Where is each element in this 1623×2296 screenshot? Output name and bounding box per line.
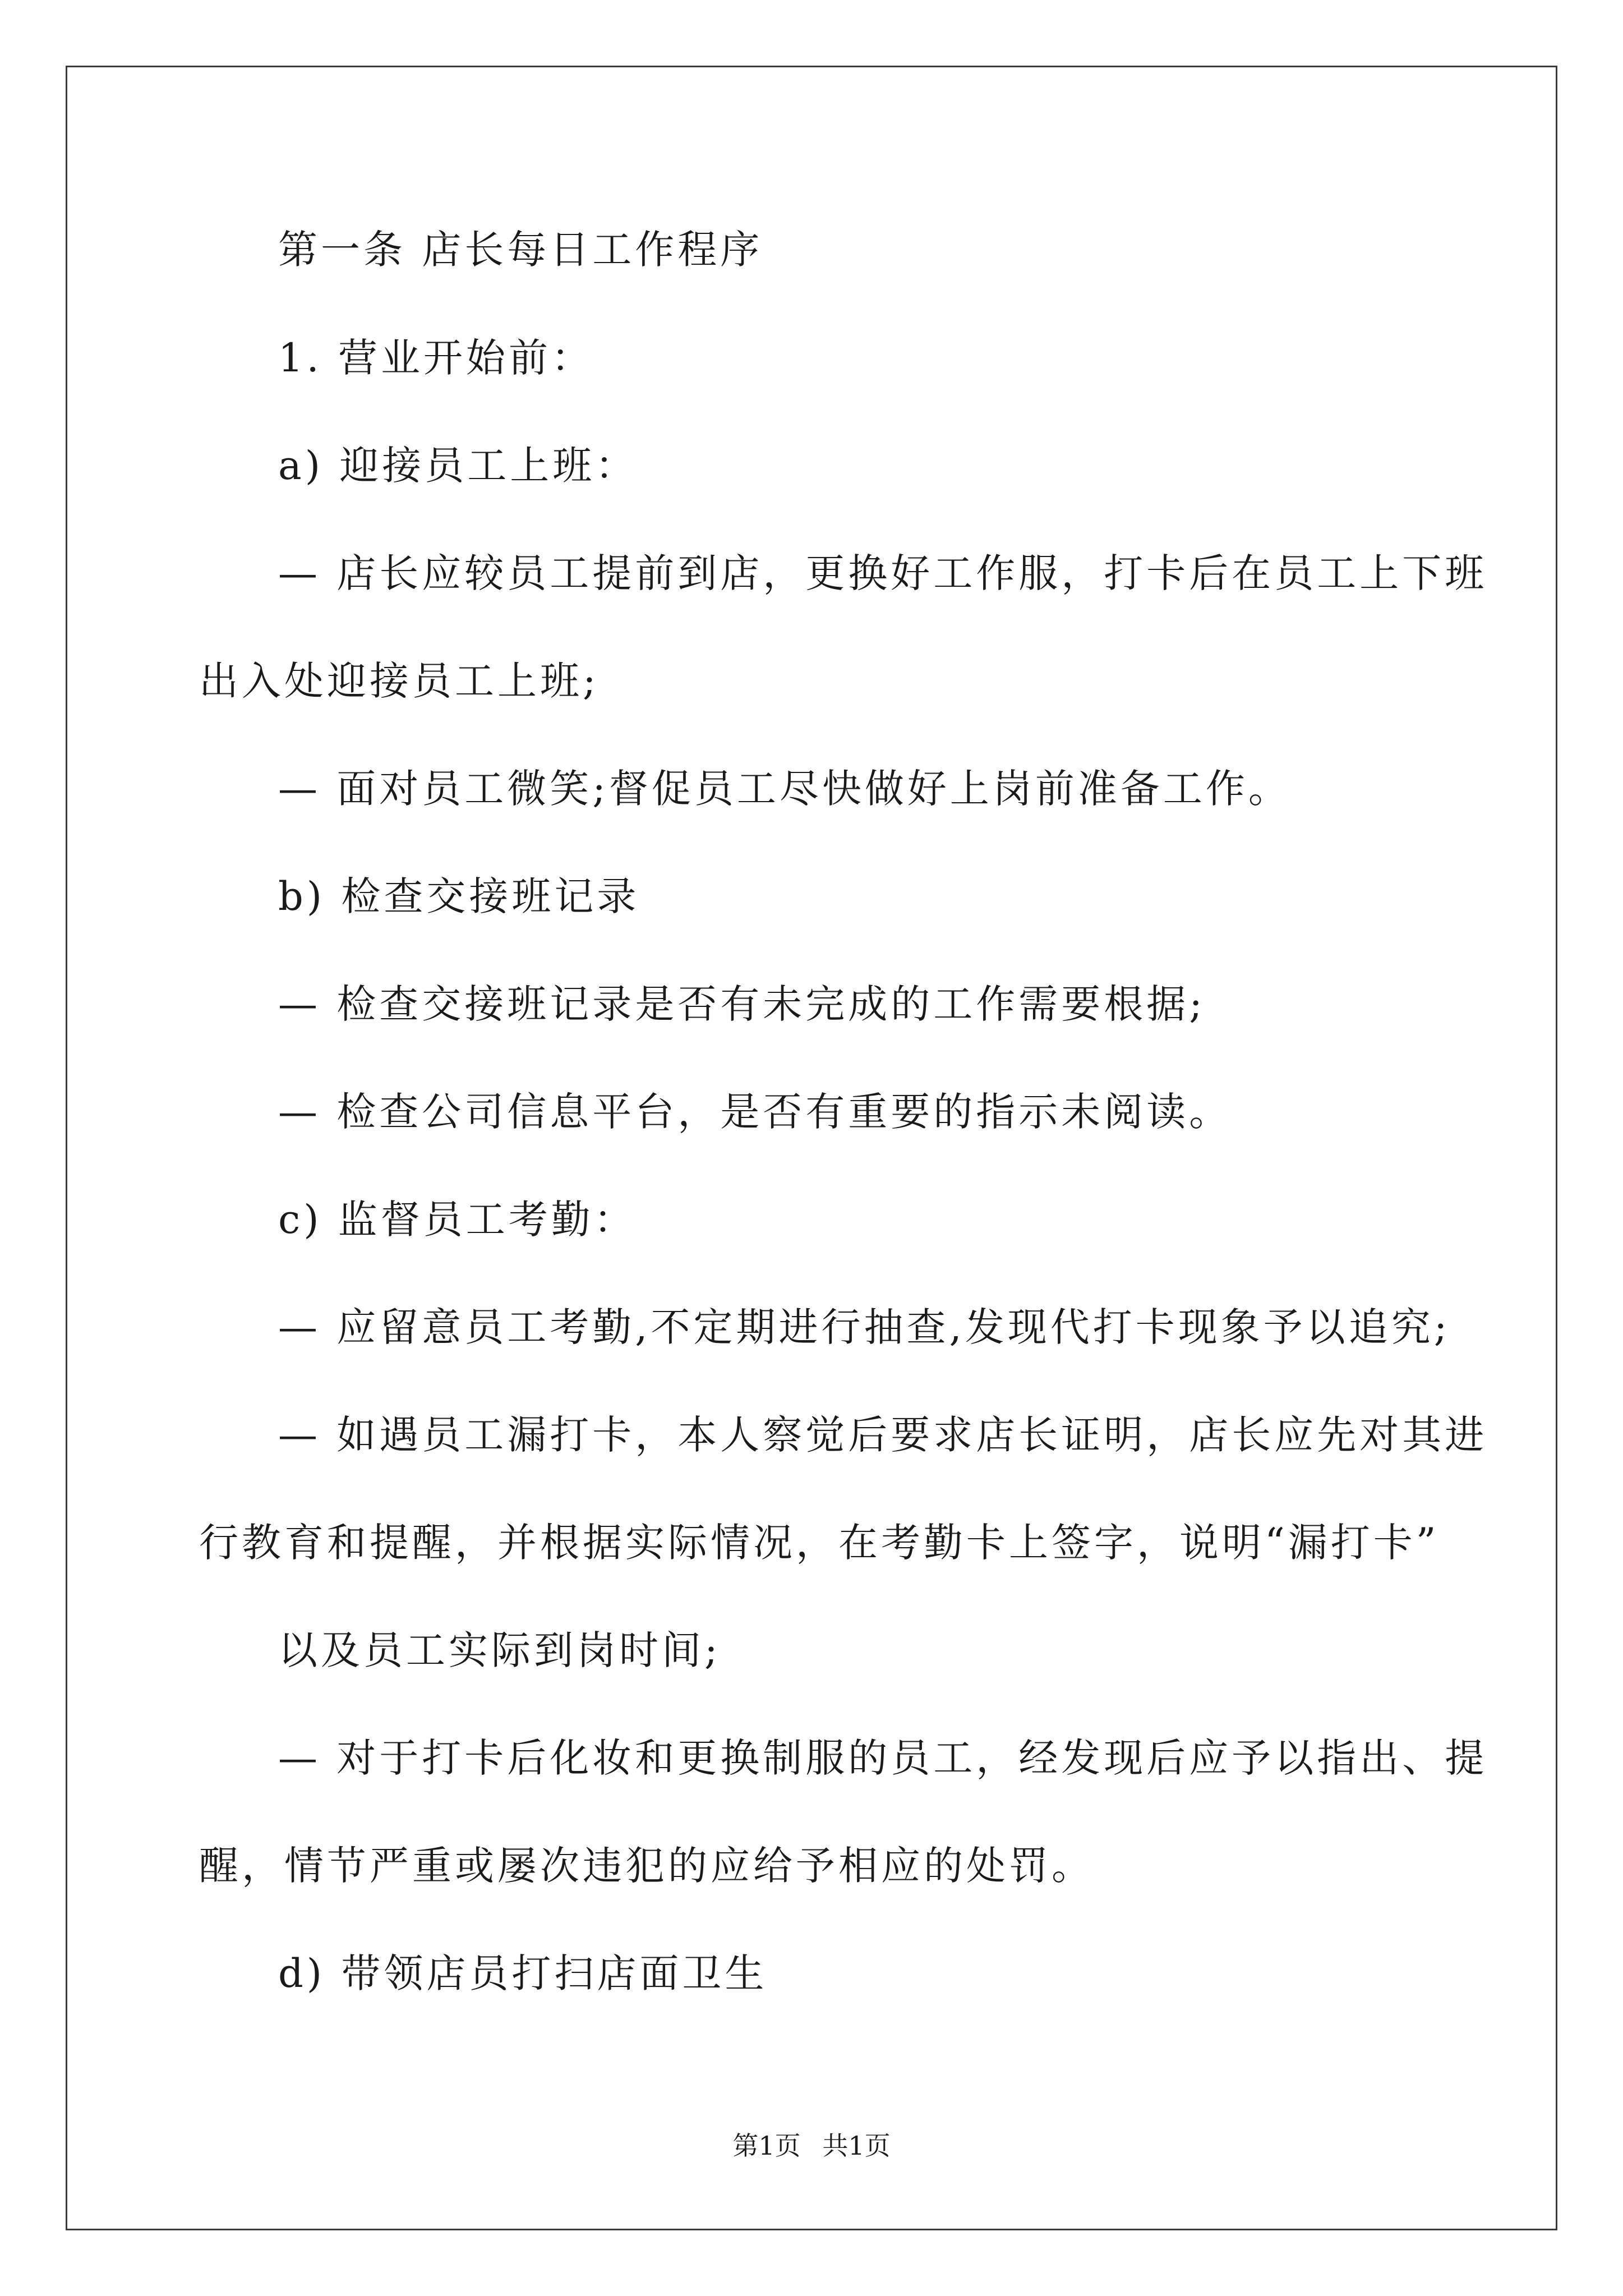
page-count: 共1页 [822,2131,891,2161]
paragraph-line: — 对于打卡后化妆和更换制服的员工，经发现后应予以指出、提 [278,1735,1488,1781]
section-heading: 1. 营业开始前： [278,335,594,381]
paragraph-line: — 如遇员工漏打卡，本人察觉后要求店长证明，店长应先对其进 [278,1412,1488,1458]
article-heading: 第一条 店长每日工作程序 [278,227,763,273]
paragraph-line: 以及员工实际到岗时间; [278,1627,721,1673]
subsection-heading: a) 迎接员工上班： [278,443,638,489]
page-number: 第1页 [732,2131,801,2161]
paragraph-line: 行教育和提醒，并根据实际情况，在考勤卡上签字，说明“漏打卡” [199,1520,1440,1566]
subsection-heading: d) 带领店员打扫店面卫生 [278,1950,768,1996]
paragraph-line: 醒，情节严重或屡次违犯的应给予相应的处罚。 [199,1843,1094,1889]
paragraph-line: 出入处迎接员工上班; [199,658,600,704]
subsection-heading: b) 检查交接班记录 [278,873,640,919]
paragraph-line: — 面对员工微笑;督促员工尽快做好上岗前准备工作。 [278,766,1291,812]
subsection-heading: c) 监督员工考勤： [278,1197,637,1243]
paragraph-line: — 应留意员工考勤,不定期进行抽查,发现代打卡现象予以追究; [278,1304,1451,1350]
paragraph-line: — 店长应较员工提前到店，更换好工作服，打卡后在员工上下班 [278,550,1488,596]
page-footer [0,2129,1623,2162]
page-border [66,66,1557,2230]
paragraph-line: — 检查交接班记录是否有未完成的工作需要根据; [278,981,1206,1027]
paragraph-line: — 检查公司信息平台，是否有重要的指示未阅读。 [278,1089,1232,1135]
